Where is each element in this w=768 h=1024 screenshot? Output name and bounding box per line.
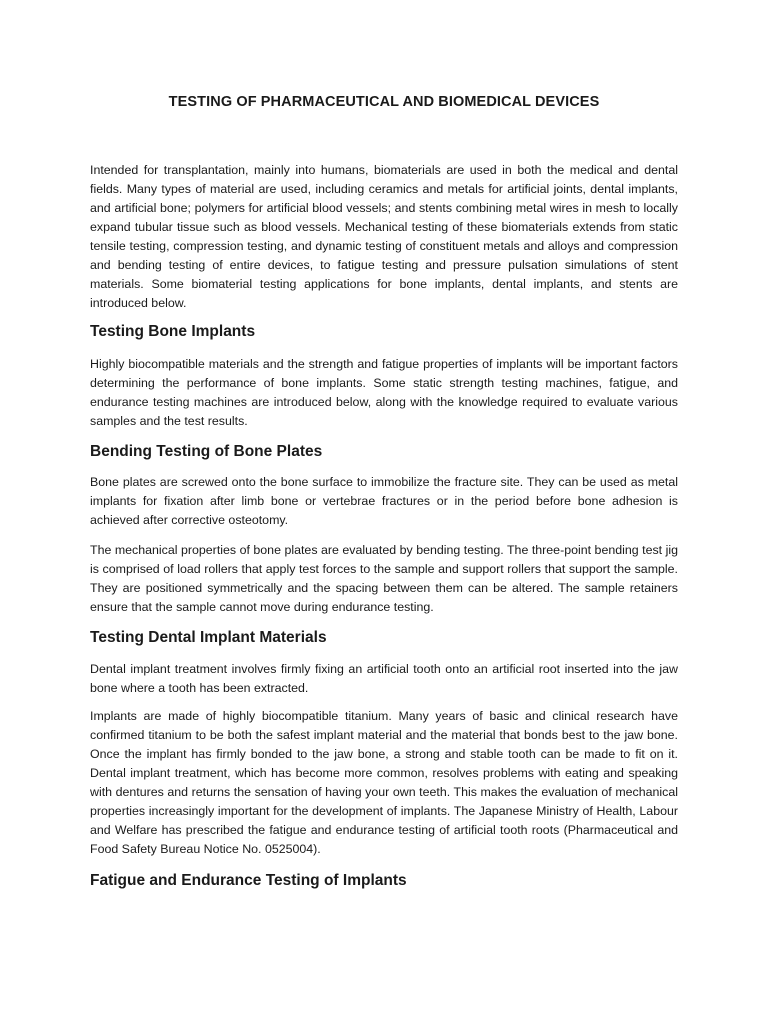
- section-heading: Testing Bone Implants: [90, 323, 256, 340]
- section-testing-bone-implants: [90, 322, 678, 342]
- section-fatigue-endurance-testing: [90, 871, 678, 891]
- section-body: [90, 355, 678, 431]
- paragraph: Intended for transplantation, mainly into humans, biomaterials are used in both the medical and dental fields. Many types of material are used, including ceramics and metals for artificial joints, dental implants, and artificial bone; polymers for artificial blood vessels; and stents combining metal wires in mesh to locally expand tubular tissue such as blood vessels. Mechanical testing of these biomaterials extends from static tensile testing, compression testing, and dynamic testing of constituent metals and alloys and compression and bending testing of entire devices, to fatigue testing and pressure pulsation simulations of stent materials. Some biomaterial testing applications for bone implants, dental implants, and stents are introduced below.: [90, 163, 678, 310]
- intro-paragraph: [90, 161, 678, 313]
- paragraph: Implants are made of highly biocompatible titanium. Many years of basic and clinical research have confirmed titanium to be both the safest implant material and the material that bonds best to the jaw bone. Once the implant has firmly bonded to the jaw bone, a strong and stable tooth can be made to fit on it. Dental implant treatment, which has become more common, resolves problems with eating and speaking with dentures and returns the sensation of having your own teeth. This makes the evaluation of mechanical properties increasingly important for the development of implants. The Japanese Ministry of Health, Labour and Welfare has prescribed the fatigue and endurance testing of artificial tooth roots (Pharmaceutical and Food Safety Bureau Notice No. 0525004).: [90, 709, 678, 856]
- section-bending-testing-bone-plates: [90, 442, 678, 462]
- section-body: [90, 707, 678, 859]
- section-heading: Fatigue and Endurance Testing of Implants: [90, 872, 407, 889]
- section-body: [90, 660, 678, 698]
- section-testing-dental-implant-materials: [90, 628, 678, 648]
- paragraph: Dental implant treatment involves firmly fixing an artificial tooth onto an artificial root inserted into the jaw bone where a tooth has been extracted.: [90, 662, 678, 695]
- section-body: [90, 541, 678, 617]
- section-heading: Bending Testing of Bone Plates: [90, 443, 323, 460]
- paragraph: The mechanical properties of bone plates are evaluated by bending testing. The three-point bending test jig is comprised of load rollers that apply test forces to the sample and support rollers that support the sample. They are positioned symmetrically and the spacing between them can be altered. The sample retainers ensure that the sample cannot move during endurance testing.: [90, 543, 678, 614]
- page-title: TESTING OF PHARMACEUTICAL AND BIOMEDICAL DEVICES: [168, 94, 600, 110]
- section-body: [90, 473, 678, 530]
- paragraph: Highly biocompatible materials and the strength and fatigue properties of implants will be important factors determining the performance of bone implants. Some static strength testing machines, fatigue, and endurance testing machines are introduced below, along with the knowledge required to evaluate various samples and the test results.: [90, 357, 678, 428]
- section-heading: Testing Dental Implant Materials: [90, 629, 327, 646]
- paragraph: Bone plates are screwed onto the bone surface to immobilize the fracture site. They can be used as metal implants for fixation after limb bone or vertebrae fractures or in the period before bone adhesion is achieved after corrective osteotomy.: [90, 475, 678, 527]
